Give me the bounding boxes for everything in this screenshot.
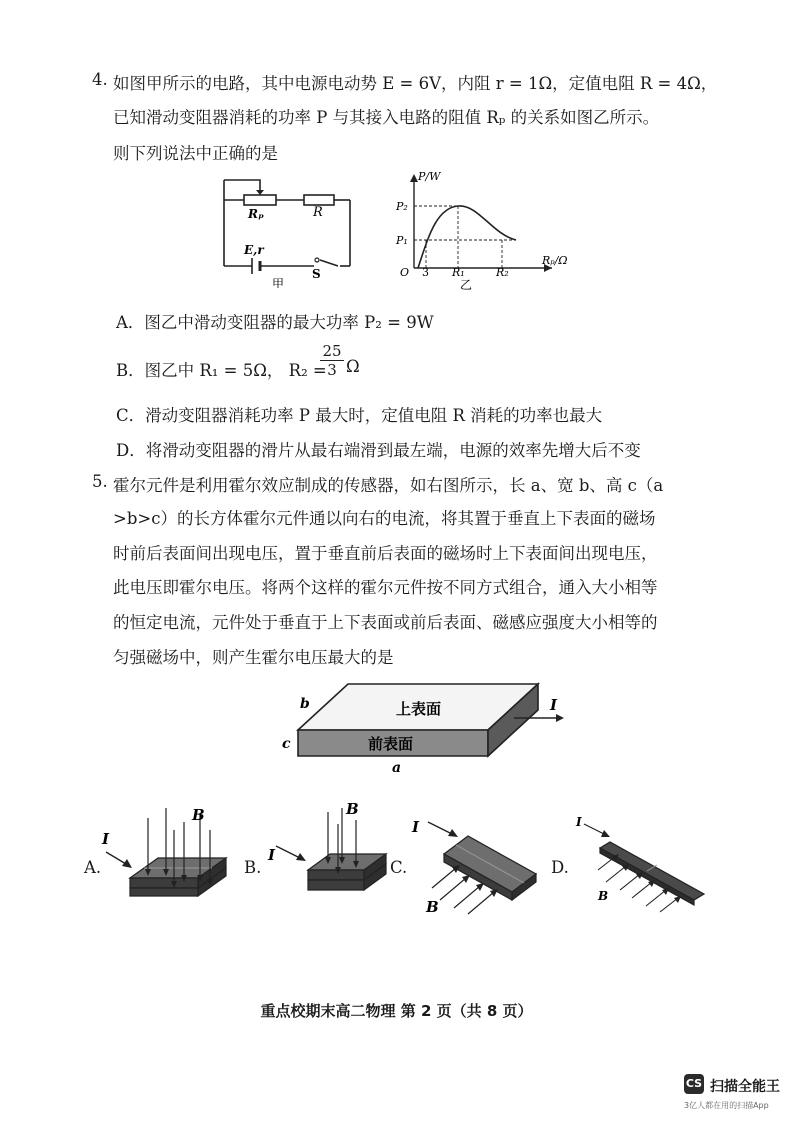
circuit-caption: 甲	[272, 277, 285, 288]
label-er: E,r	[244, 243, 264, 257]
choice-d-label: D.	[551, 858, 569, 877]
graph-caption: 乙	[460, 278, 473, 290]
fixed-resistor	[304, 195, 334, 205]
choice-d-field: B	[598, 889, 609, 903]
front-face-label: 前表面	[368, 735, 414, 753]
choice-b-label: B.	[244, 858, 262, 877]
q5-stem-line-1: 霍尔元件是利用霍尔效应制成的传感器，如右图所示，长 a、宽 b、高 c（a	[113, 476, 664, 495]
graph-tick-3: 3	[422, 266, 429, 279]
watermark-subtitle: 3亿人都在用的扫描App	[684, 1101, 769, 1110]
choice-c-current: I	[412, 818, 420, 836]
choice-d-diagram	[570, 812, 710, 918]
q4-number: 4.	[92, 70, 108, 89]
hall-element-block	[276, 676, 586, 776]
graph-tick-r2: R₂	[496, 266, 509, 279]
q4-option-d: D．将滑动变阻器的滑片从最右端滑到最左端，电源的效率先增大后不变	[116, 441, 641, 460]
power-curve	[418, 206, 516, 268]
camscanner-icon: CS	[684, 1074, 704, 1094]
circuit-diagram	[214, 168, 364, 288]
q5-stem-line-6: 匀强磁场中，则产生霍尔电压最大的是	[113, 648, 394, 667]
label-r: R	[313, 205, 323, 220]
graph-p2-label: P₂	[396, 200, 408, 213]
current-label: I	[550, 696, 558, 714]
q5-stem-line-2: >b>c）的长方体霍尔元件通以向右的电流，将其置于垂直上下表面的磁场	[113, 509, 656, 528]
q4-option-b-fraction	[320, 342, 344, 379]
q5-stem-line-4: 此电压即霍尔电压。将两个这样的霍尔元件按不同方式组合，通入大小相等	[113, 578, 658, 597]
top-face-label: 上表面	[396, 700, 442, 718]
page-footer: 重点校期末高二物理 第 2 页（共 8 页）	[260, 1002, 533, 1020]
graph-origin: O	[400, 266, 410, 279]
graph-tick-r1: R₁	[452, 266, 465, 279]
graph-p1-label: P₁	[396, 234, 408, 247]
choice-a-label: A.	[84, 858, 102, 877]
rheostat-resistor	[244, 195, 276, 205]
q4-option-c: C．滑动变阻器消耗功率 P 最大时，定值电阻 R 消耗的功率也最大	[116, 406, 603, 425]
choice-a-diagram	[100, 800, 240, 912]
q4-stem-line-1: 如图甲所示的电路，其中电源电动势 E = 6V，内阻 r = 1Ω，定值电阻 R = 4Ω，	[113, 74, 718, 93]
choice-a-field: B	[192, 806, 205, 824]
dim-b-label: b	[300, 696, 310, 712]
dim-a-label: a	[392, 760, 402, 776]
fraction-numerator: 25	[320, 342, 344, 361]
q4-option-b: B．图乙中 R₁ = 5Ω， R₂ =	[116, 361, 327, 380]
choice-b-diagram	[262, 798, 392, 908]
label-rp: Rₚ	[248, 207, 264, 221]
graph-ylabel: P/W	[418, 170, 441, 183]
q5-stem-line-3: 时前后表面间出现电压，置于垂直前后表面的磁场时上下表面间出现电压，	[113, 544, 658, 563]
q4-stem-line-2: 已知滑动变阻器消耗的功率 P 与其接入电路的阻值 Rₚ 的关系如图乙所示。	[113, 108, 660, 127]
fraction-denominator: 3	[327, 361, 337, 379]
choice-b-field: B	[346, 800, 359, 818]
power-resistance-graph	[392, 168, 582, 290]
label-s: S	[312, 267, 321, 281]
choice-c-field: B	[426, 898, 439, 916]
q5-stem-line-5: 的恒定电流，元件处于垂直于上下表面或前后表面、磁感应强度大小相等的	[113, 613, 658, 632]
graph-xlabel: Rₚ/Ω	[542, 254, 568, 267]
watermark-name: 扫描全能王	[710, 1079, 780, 1095]
q4-option-b-unit: Ω	[346, 357, 360, 376]
choice-b-current: I	[268, 846, 276, 864]
choice-c-diagram	[408, 810, 548, 920]
q4-option-a: A．图乙中滑动变阻器的最大功率 P₂ = 9W	[116, 313, 434, 332]
q5-number: 5.	[92, 472, 108, 491]
q4-stem-line-3: 则下列说法中正确的是	[113, 144, 278, 163]
dim-c-label: c	[282, 736, 291, 752]
choice-d-current: I	[576, 815, 582, 829]
switch-contact	[315, 258, 319, 262]
choice-c-label: C.	[390, 858, 408, 877]
choice-a-current: I	[102, 830, 110, 848]
